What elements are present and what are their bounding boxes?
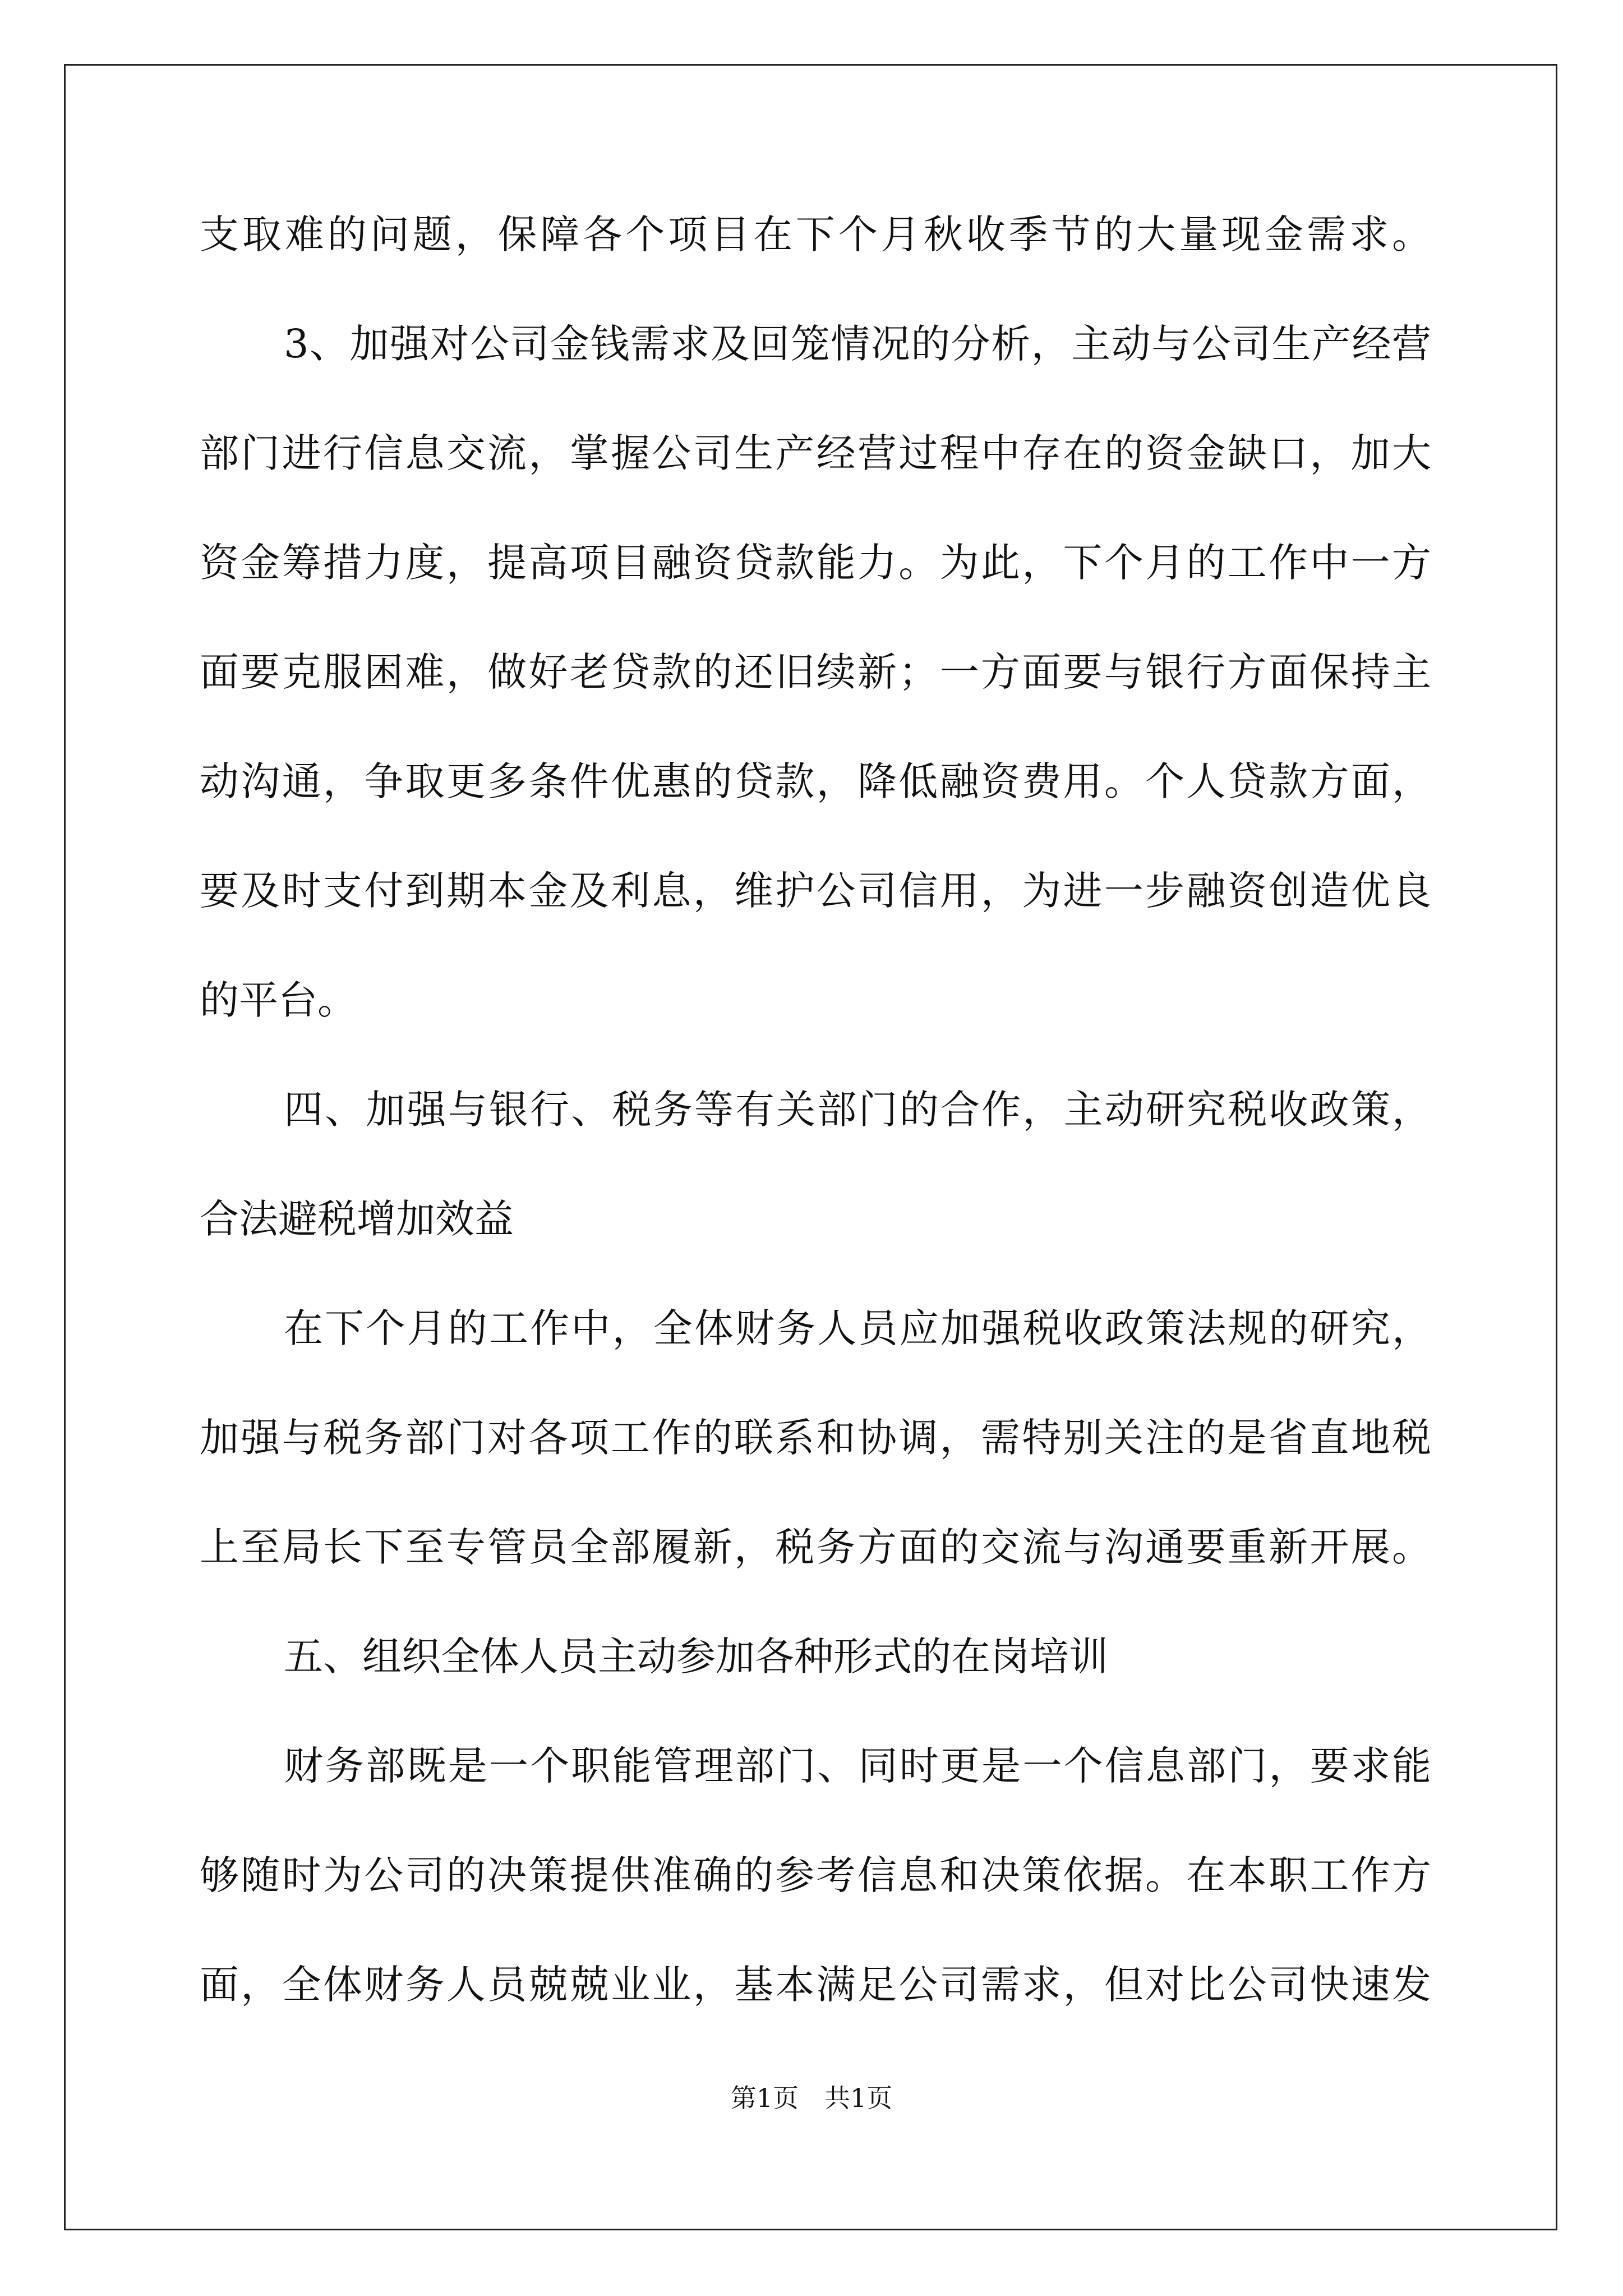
- body-text-line-4: 资金筹措力度，提高项目融资贷款能力。为此，下个月的工作中一方: [200, 540, 1431, 586]
- page-border: [64, 64, 1557, 2230]
- body-text-line-3: 部门进行信息交流，掌握公司生产经营过程中存在的资金缺口，加大: [200, 430, 1431, 476]
- body-text-line-5: 面要克服困难，做好老贷款的还旧续新；一方面要与银行方面保持主: [200, 649, 1431, 695]
- body-text-line-12: 加强与税务部门对各项工作的联系和协调，需特别关注的是省直地税: [200, 1415, 1431, 1461]
- body-text-line-1: 支取难的问题，保障各个项目在下个月秋收季节的大量现金需求。: [200, 211, 1431, 257]
- body-text-line-2: 3、加强对公司金钱需求及回笼情况的分析，主动与公司生产经营: [284, 321, 1431, 367]
- section-heading-5: 五、组织全体人员主动参加各种形式的在岗培训: [284, 1634, 1108, 1680]
- body-text-line-15: 财务部既是一个职能管理部门、同时更是一个信息部门，要求能: [284, 1743, 1431, 1789]
- body-text-line-11: 在下个月的工作中，全体财务人员应加强税收政策法规的研究，: [284, 1305, 1431, 1351]
- body-text-line-8: 的平台。: [200, 977, 357, 1023]
- section-heading-4-line-2: 合法避税增加效益: [200, 1196, 514, 1242]
- body-text-line-13: 上至局长下至专管员全部履新，税务方面的交流与沟通要重新开展。: [200, 1524, 1431, 1570]
- section-heading-4-line-1: 四、加强与银行、税务等有关部门的合作，主动研究税收政策，: [284, 1087, 1431, 1133]
- body-text-line-7: 要及时支付到期本金及利息，维护公司信用，为进一步融资创造优良: [200, 868, 1431, 914]
- body-text-line-17: 面，全体财务人员兢兢业业，基本满足公司需求，但对比公司快速发: [200, 1962, 1431, 2008]
- body-text-line-16: 够随时为公司的决策提供准确的参考信息和决策依据。在本职工作方: [200, 1852, 1431, 1898]
- page-number-footer: 第1页 共1页: [730, 2083, 893, 2113]
- body-text-line-6: 动沟通，争取更多条件优惠的贷款，降低融资费用。个人贷款方面，: [200, 758, 1431, 804]
